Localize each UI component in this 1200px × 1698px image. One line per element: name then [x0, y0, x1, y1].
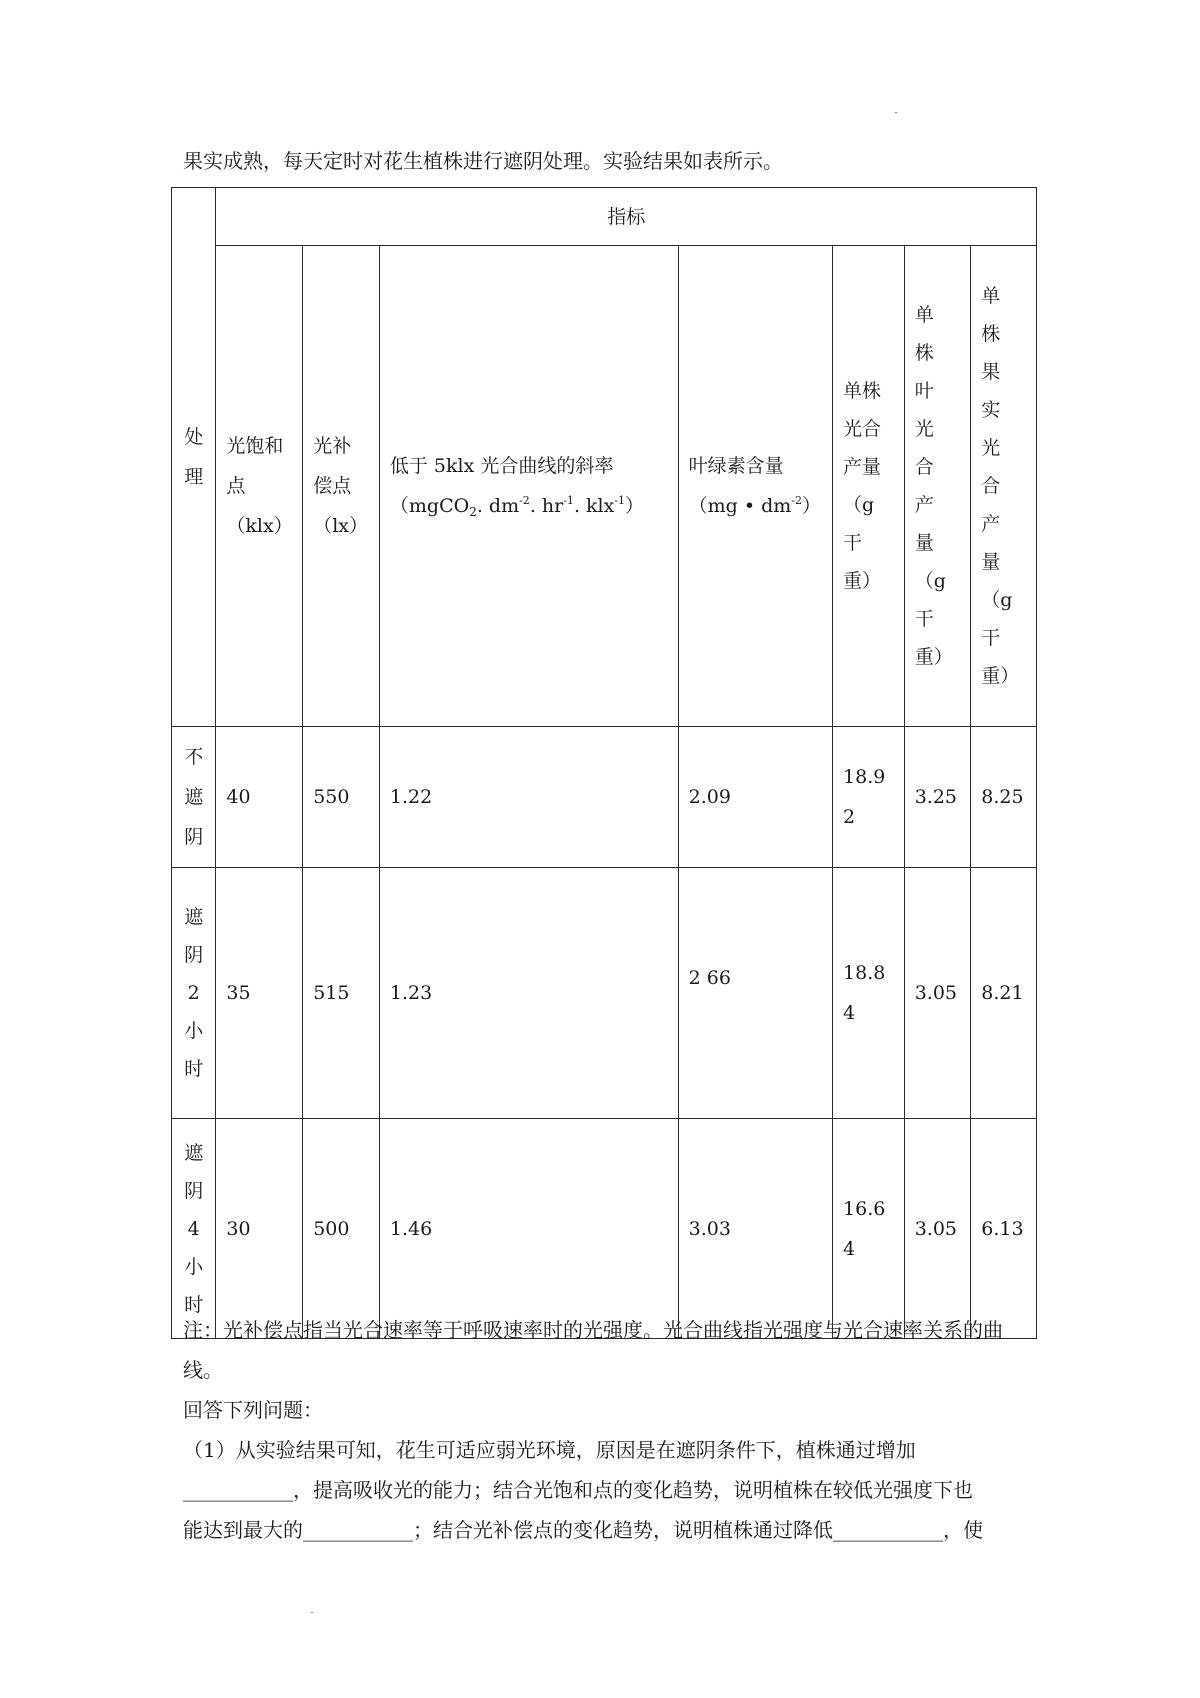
question-1-line-3: 能达到最大的___________；结合光补偿点的变化趋势，说明植株通过降低___________，使 — [183, 1518, 983, 1542]
saturation-cell: 35 — [216, 868, 303, 1119]
table-row — [172, 868, 1037, 1119]
compensation-cell: 515 — [303, 868, 380, 1119]
slope-cell: 1.46 — [379, 1119, 678, 1339]
slope-unit: （mgCO$_2$. $dm^{-2}$. $hr^{-1}$. klx$^{-1}$） — [389, 494, 645, 519]
chlorophyll-cell: 3.03 — [678, 1119, 832, 1339]
compensation-cell: 550 — [303, 727, 380, 868]
col-header-plant-yield: 单株 光合 产量 （g 干 重） — [833, 246, 905, 727]
plant-yield-cell: 18.8 4 — [833, 868, 905, 1119]
question-prompt: 回答下列问题： — [183, 1398, 323, 1422]
treatment-cell: 遮 阴 2 小 时 — [172, 868, 216, 1119]
col-header-saturation: 光饱和 点 （klx） — [216, 246, 303, 727]
slope-cell: 1.23 — [379, 868, 678, 1119]
question-1-line-2: ___________，提高吸收光的能力；结合光饱和点的变化趋势，说明植株在较低光强度下也 — [183, 1478, 973, 1502]
col-header-slope: 低于 5klx 光合曲线的斜率 （mgCO$_2$. $dm^{-2}$. $hr^{-1}$. klx$^{-1}$） — [379, 246, 678, 727]
leaf-yield-cell: 3.25 — [904, 727, 971, 868]
saturation-cell: 40 — [216, 727, 303, 868]
leaf-yield-cell: 3.05 — [904, 868, 971, 1119]
saturation-cell: 30 — [216, 1119, 303, 1339]
table-note: 注：光补偿点指当光合速率等于呼吸速率时的光强度。光合曲线指光强度与光合速率关系的曲线。 — [183, 1318, 1003, 1382]
intro-text: 果实成熟，每天定时对花生植株进行遮阴处理。实验结果如表所示。 — [183, 149, 783, 173]
col-header-chlorophyll: 叶绿素含量 （mg • $dm^{-2}$） — [678, 246, 832, 727]
fruit-yield-cell: 6.13 — [971, 1119, 1037, 1339]
scan-speck — [311, 1612, 313, 1613]
fruit-yield-cell: 8.25 — [971, 727, 1037, 868]
plant-yield-cell: 18.9 2 — [833, 727, 905, 868]
fruit-yield-cell: 8.21 — [971, 868, 1037, 1119]
question-1-line-1: （1）从实验结果可知，花生可适应弱光环境，原因是在遮阴条件下，植株通过增加 — [183, 1438, 916, 1462]
col-header-fruit-yield: 单 株 果 实 光 合 产 量 （g 干 重） — [971, 246, 1037, 727]
chlorophyll-unit: （mg • $dm^{-2}$） — [688, 494, 822, 517]
leaf-yield-cell: 3.05 — [904, 1119, 971, 1339]
col-header-leaf-yield: 单 株 叶 光 合 产 量 （g 干 重） — [904, 246, 971, 727]
compensation-cell: 500 — [303, 1119, 380, 1339]
treatment-header: 处 理 — [172, 188, 216, 727]
col-header-compensation: 光补 偿点 （lx） — [303, 246, 380, 727]
plant-yield-cell: 16.6 4 — [833, 1119, 905, 1339]
index-header: 指标 — [216, 188, 1037, 246]
chlorophyll-cell: 2.09 — [678, 727, 832, 868]
results-table — [171, 187, 1037, 1339]
chlorophyll-cell: 2 66 — [678, 868, 832, 1119]
table-row — [172, 727, 1037, 868]
treatment-cell: 遮 阴 4 小 时 — [172, 1119, 216, 1339]
slope-cell: 1.22 — [379, 727, 678, 868]
table-row — [172, 1119, 1037, 1339]
treatment-cell: 不 遮 阴 — [172, 727, 216, 868]
scan-speck — [895, 112, 897, 113]
